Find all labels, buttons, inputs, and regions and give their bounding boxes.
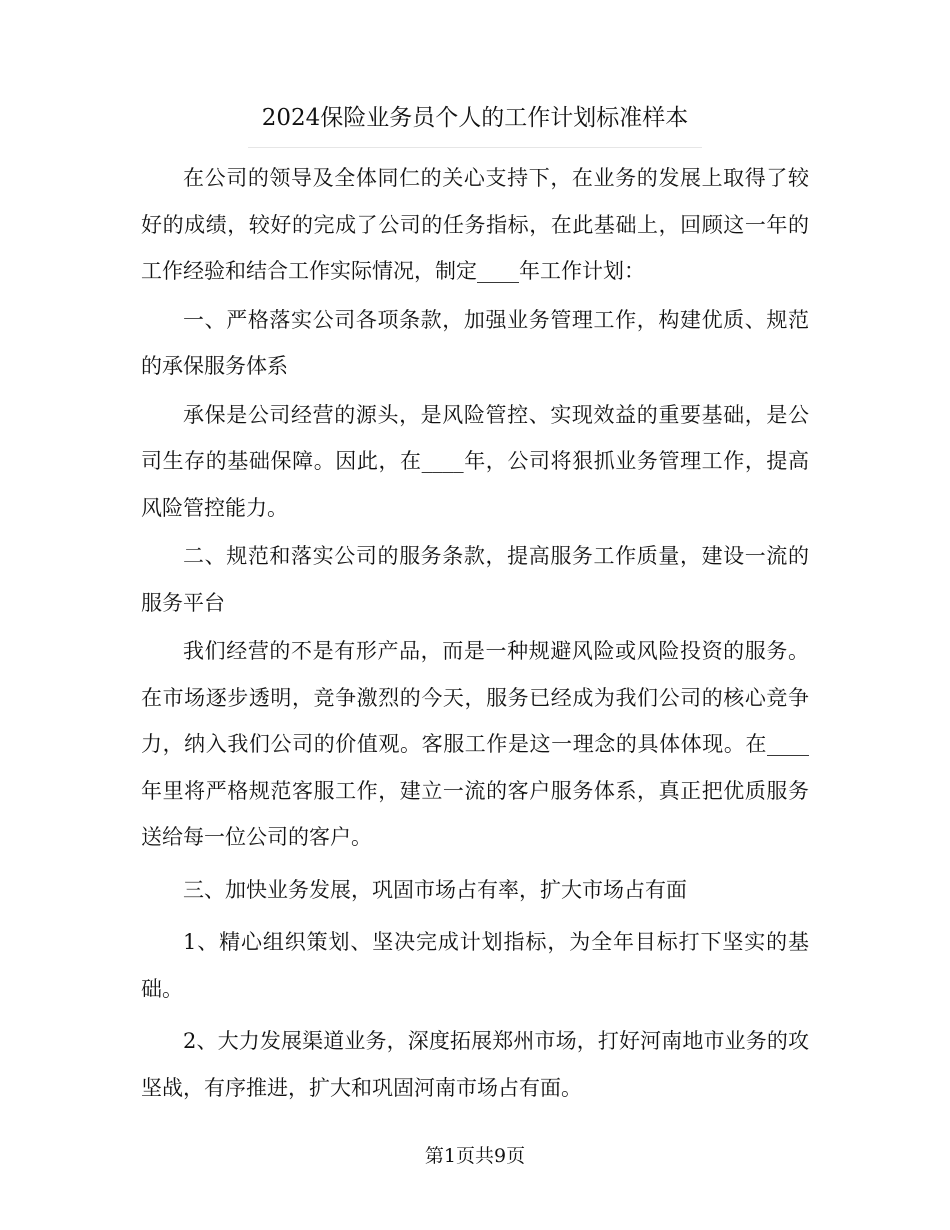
document-body [141, 155, 809, 1111]
title-underline [248, 147, 702, 148]
page-number-footer: 第1页共9页 [424, 1145, 526, 1167]
paragraph-item-1: 1、精心组织策划、坚决完成计划指标，为全年目标打下坚实的基础。 [141, 930, 809, 1001]
paragraph-item-2: 2、大力发展渠道业务，深度拓展郑州市场，打好河南地市业务的攻坚战，有序推进，扩大和巩固河南市场占有面。 [141, 1029, 809, 1100]
paragraph-section-2-heading: 二、规范和落实公司的服务条款，提高服务工作质量，建设一流的服务平台 [141, 544, 809, 615]
paragraph-underwriting: 承保是公司经营的源头，是风险管控、实现效益的重要基础，是公司生存的基础保障。因此，在____年，公司将狠抓业务管理工作，提高风险管控能力。 [141, 402, 809, 520]
paragraph-service: 我们经营的不是有形产品，而是一种规避风险或风险投资的服务。在市场逐步透明，竞争激烈的今天，服务已经成为我们公司的核心竞争力，纳入我们公司的价值观。客服工作是这一理念的具体体现。在____年里将严格规范客服工作，建立一流的客户服务体系，真正把优质服务送给每一位公司的客户。 [141, 639, 809, 849]
paragraph-section-3-heading: 三、加快业务发展，巩固市场占有率，扩大市场占有面 [183, 877, 687, 902]
paragraph-section-1-heading: 一、严格落实公司各项条款，加强业务管理工作，构建优质、规范的承保服务体系 [141, 307, 809, 378]
document-title: 2024保险业务员个人的工作计划标准样本 [261, 105, 689, 131]
paragraph-intro: 在公司的领导及全体同仁的关心支持下，在业务的发展上取得了较好的成绩，较好的完成了公司的任务指标，在此基础上，回顾这一年的工作经验和结合工作实际情况，制定____年工作计划： [141, 166, 809, 283]
